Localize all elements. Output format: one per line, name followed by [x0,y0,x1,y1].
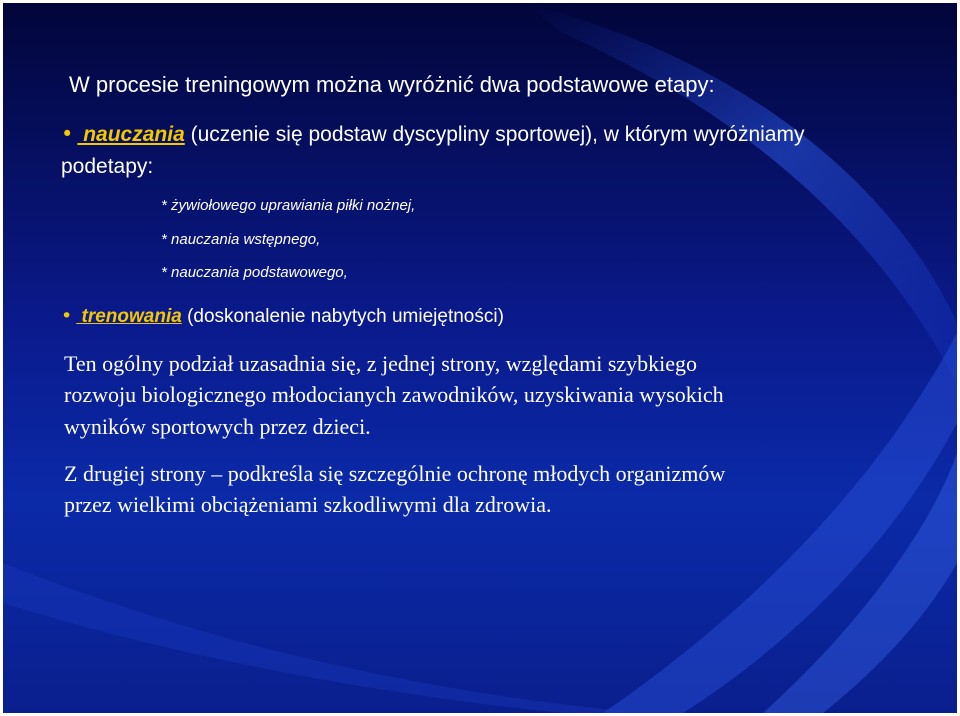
bullet-trenowania [61,305,504,328]
key-term-trenowania: trenowania [76,306,182,327]
key-term-nauczania: nauczania [77,123,185,146]
slide [3,3,957,713]
bullet-dot: • [61,122,74,146]
bullet-nauczania [61,122,804,147]
subitem-wstepnego: * nauczania wstępnego, [161,231,321,248]
slide-heading: W procesie treningowym można wyróżnić dwa podstawowe etapy: [69,72,715,97]
paragraph2-line1: Z drugiej strony – podkreśla się szczególnie ochronę młodych organizmów [64,461,726,486]
subitem-zywiolowego: * żywiołowego uprawiania piłki nożnej, [161,197,416,214]
bullet-nauczania-text: (uczenie się podstaw dyscypliny sportowej), w którym wyróżniamy [184,123,805,146]
bullet-trenowania-text: (doskonalenie nabytych umiejętności) [181,306,504,327]
paragraph1-line3: wyników sportowych przez dzieci. [64,414,371,439]
bullet-dot: • [61,305,73,327]
subitem-podstawowego: * nauczania podstawowego, [161,264,348,281]
paragraph2-line2: przez wielkimi obciążeniami szkodliwymi dla zdrowia. [64,492,552,517]
paragraph1-line1: Ten ogólny podział uzasadnia się, z jednej strony, względami szybkiego [64,351,698,376]
bullet-nauczania-continuation: podetapy: [61,155,154,178]
paragraph1-line2: rozwoju biologicznego młodocianych zawodników, uzyskiwania wysokich [64,382,724,407]
